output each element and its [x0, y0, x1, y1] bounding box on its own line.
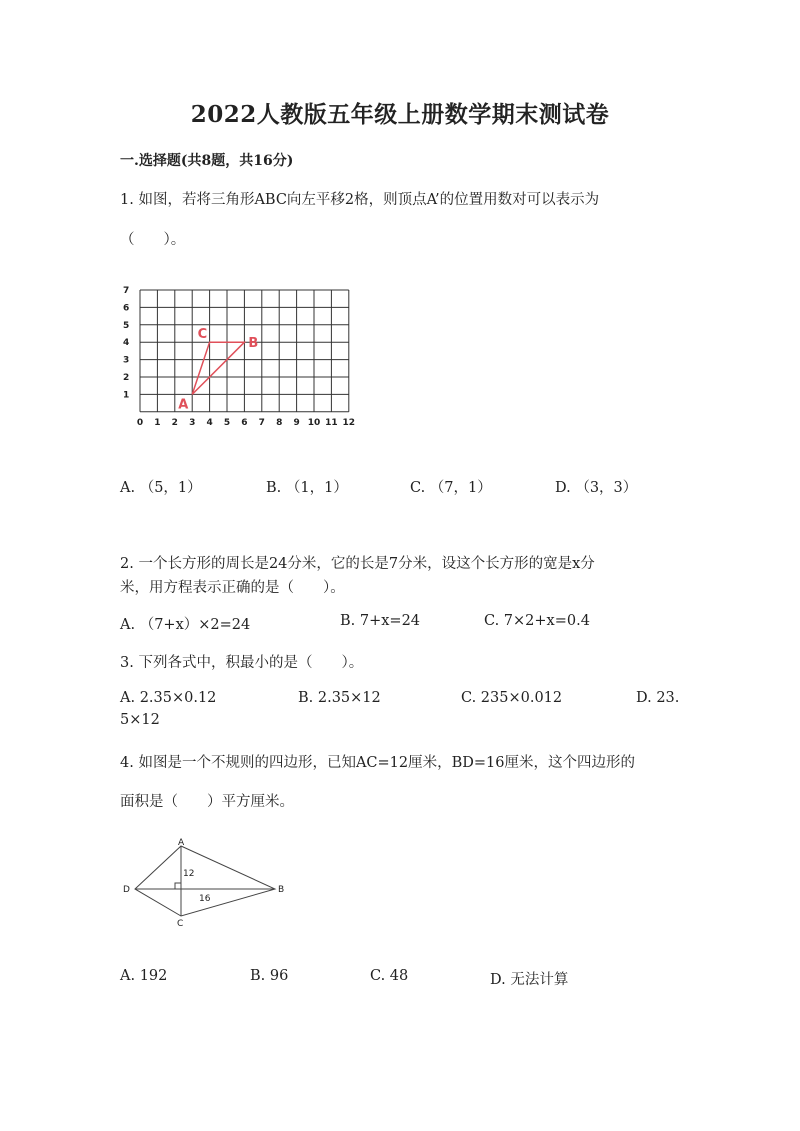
- grid-x-label: 6: [241, 417, 248, 428]
- grid-x-label: 10: [307, 417, 321, 428]
- question-1-option-c: C. （7，1）: [410, 480, 492, 496]
- question-4-option-c: C. 48: [370, 968, 409, 984]
- right-angle-mark: [175, 883, 181, 889]
- question-3-option-d-wrap: 5×12: [120, 712, 160, 728]
- vertex-label-b: B: [278, 885, 285, 895]
- grid-x-label: 4: [206, 417, 213, 428]
- page-title: 2022人教版五年级上册数学期末测试卷: [190, 101, 610, 128]
- grid-y-label: 4: [123, 338, 130, 349]
- grid-x-label: 2: [171, 417, 178, 428]
- grid-y-label: 5: [123, 320, 130, 331]
- question-3-option-b: B. 2.35×12: [298, 690, 381, 706]
- quadrilateral-abcd: [135, 846, 275, 916]
- question-2-stem-line2: 米，用方程表示正确的是（ ）。: [120, 580, 345, 596]
- length-label-bd: 16: [199, 894, 211, 904]
- question-2-option-a: A. （7+x）×2=24: [120, 617, 251, 633]
- point-label-b: B: [248, 336, 259, 352]
- question-1-option-a: A. （5，1）: [120, 480, 202, 496]
- grid-y-label: 6: [123, 303, 130, 314]
- vertex-label-a: A: [178, 838, 185, 848]
- grid-x-label: 8: [276, 417, 283, 428]
- grid-y-label: 3: [123, 355, 130, 366]
- grid-x-label: 9: [293, 417, 300, 428]
- section-heading: 一.选择题(共8题，共16分): [120, 153, 294, 169]
- grid-lines: [140, 290, 349, 412]
- question-4-stem-line2: 面积是（ ）平方厘米。: [120, 794, 294, 810]
- question-4-option-b: B. 96: [250, 968, 289, 984]
- question-1-option-b: B. （1，1）: [266, 480, 348, 496]
- question-1-grid-figure: [118, 282, 358, 432]
- question-4-option-a: A. 192: [120, 968, 168, 984]
- grid-y-label: 2: [123, 373, 130, 383]
- question-3-option-a: A. 2.35×0.12: [120, 690, 217, 706]
- question-1-stem-line2: （ ）。: [120, 232, 186, 248]
- grid-x-label: 7: [258, 417, 265, 428]
- question-2-option-b: B. 7+x=24: [340, 613, 421, 629]
- grid-x-label: 12: [342, 417, 356, 428]
- grid-x-label: 1: [154, 417, 161, 428]
- triangle-abc: [192, 342, 244, 394]
- grid-y-labels: [123, 286, 129, 400]
- point-label-c: C: [197, 327, 208, 343]
- grid-y-label: 7: [123, 286, 130, 296]
- grid-x-label: 3: [189, 417, 196, 428]
- grid-y-label: 1: [123, 390, 130, 401]
- question-4-option-d: D. 无法计算: [490, 972, 569, 988]
- question-1-stem-line1: 1. 如图，若将三角形ABC向左平移2格，则顶点A’的位置用数对可以表示为: [120, 192, 600, 208]
- question-1-option-d: D. （3，3）: [555, 480, 638, 496]
- length-label-ac: 12: [183, 869, 195, 879]
- grid-x-label: 11: [325, 417, 338, 428]
- grid-x-labels: [137, 418, 355, 428]
- vertex-label-d: D: [123, 885, 130, 895]
- grid-x-label: 0: [136, 417, 144, 428]
- question-3-option-d: D. 23.: [636, 690, 680, 706]
- grid-x-label: 5: [223, 417, 231, 428]
- point-label-a: A: [178, 397, 189, 413]
- question-4-quadrilateral-figure: [115, 838, 295, 930]
- question-4-stem-line1: 4. 如图是一个不规则的四边形，已知AC=12厘米，BD=16厘米，这个四边形的: [120, 755, 635, 771]
- question-3-option-c: C. 235×0.012: [461, 690, 563, 706]
- question-2-stem-line1: 2. 一个长方形的周长是24分米，它的长是7分米，设这个长方形的宽是x分: [120, 556, 595, 572]
- question-3-stem: 3. 下列各式中，积最小的是（ ）。: [120, 655, 364, 671]
- question-2-option-c: C. 7×2+x=0.4: [484, 613, 590, 629]
- vertex-label-c: C: [177, 919, 184, 929]
